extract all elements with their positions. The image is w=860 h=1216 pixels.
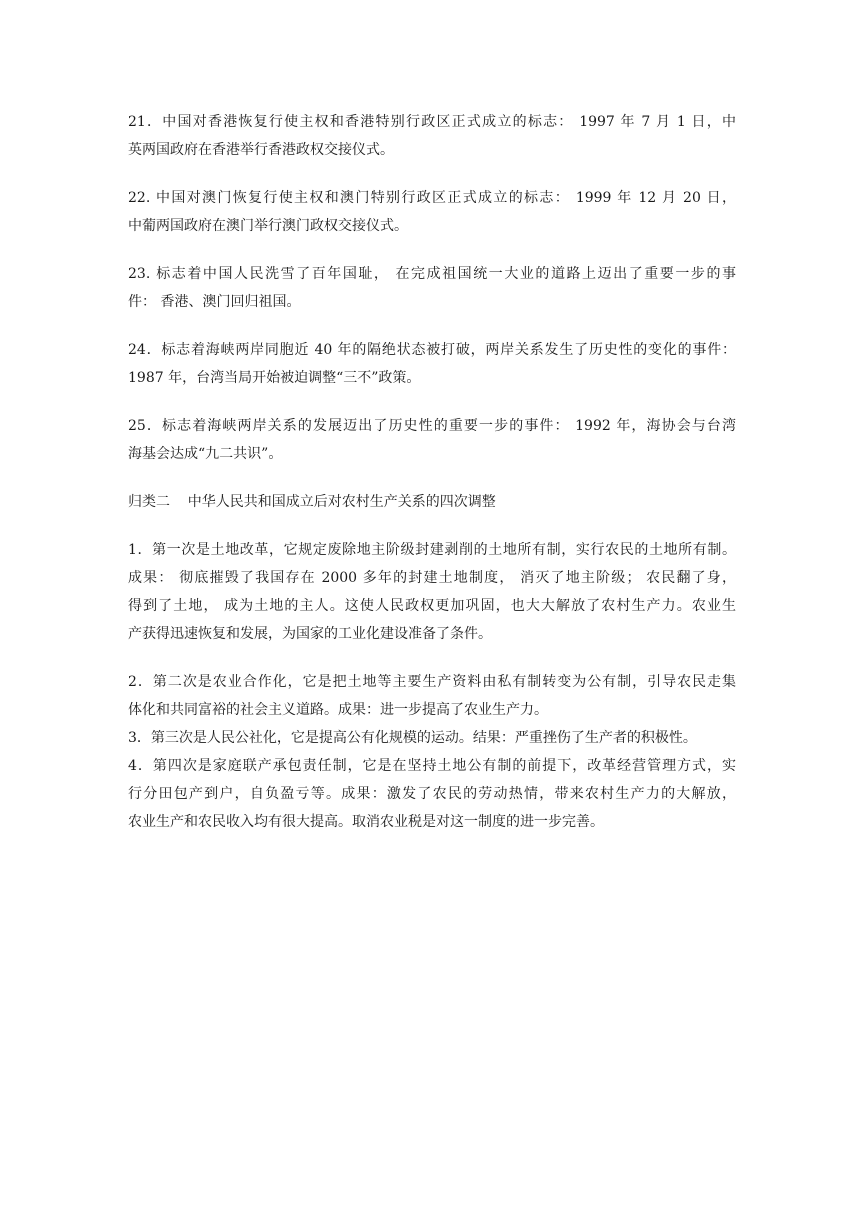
text-line: 25．标志着海峡两岸关系的发展迈出了历史性的重要一步的事件： 1992 年，海协会与台湾 (128, 418, 736, 434)
text-line: 23. 标志着中国人民洗雪了百年国耻， 在完成祖国统一大业的道路上迈出了重要一步的事 (128, 266, 736, 282)
list-item (128, 108, 736, 164)
paragraph (128, 536, 736, 648)
text-line: 22. 中国对澳门恢复行使主权和澳门特别行政区正式成立的标志： 1999 年 12 月 20 日， (128, 190, 736, 206)
text-line: 体化和共同富裕的社会主义道路。成果：进一步提高了农业生产力。 (128, 702, 548, 718)
text-line: 产获得迅速恢复和发展，为国家的工业化建设准备了条件。 (128, 626, 492, 642)
text-line: 2．第二次是农业合作化，它是把土地等主要生产资料由私有制转变为公有制，引导农民走集 (128, 674, 736, 690)
text-line: 海基会达成“九二共识”。 (128, 446, 283, 462)
text-line: 成果： 彻底摧毁了我国存在 2000 多年的封建土地制度， 消灭了地主阶级； 农民翻了身， (128, 570, 736, 586)
paragraph (128, 668, 736, 724)
list-item (128, 336, 736, 392)
text-line: 24．标志着海峡两岸同胞近 40 年的隔绝状态被打破，两岸关系发生了历史性的变化的事件： (128, 342, 736, 358)
text-line: 4．第四次是家庭联产承包责任制，它是在坚持土地公有制的前提下，改革经营管理方式，实 (128, 758, 736, 774)
text-line: 农业生产和农民收入均有很大提高。取消农业税是对这一制度的进一步完善。 (128, 814, 604, 830)
document-page (128, 108, 736, 836)
text-line: 21．中国对香港恢复行使主权和香港特别行政区正式成立的标志： 1997 年 7 月 1 日，中 (128, 114, 736, 130)
text-line: 英两国政府在香港举行香港政权交接仪式。 (128, 142, 394, 158)
paragraph (128, 752, 736, 836)
text-line: 行分田包产到户，自负盈亏等。成果：激发了农民的劳动热情，带来农村生产力的大解放， (128, 786, 736, 802)
text-line: 中葡两国政府在澳门举行澳门政权交接仪式。 (128, 218, 408, 234)
text-line: 1987 年，台湾当局开始被迫调整“三不”政策。 (128, 370, 421, 386)
list-item (128, 412, 736, 468)
text-line: 3．第三次是人民公社化，它是提高公有化规模的运动。结果：严重挫伤了生产者的积极性。 (128, 730, 697, 746)
section-heading: 归类二 中华人民共和国成立后对农村生产关系的四次调整 (128, 494, 496, 510)
text-line: 件： 香港、澳门回归祖国。 (128, 294, 301, 310)
text-line: 1．第一次是土地改革，它规定废除地主阶级封建剥削的土地所有制，实行农民的土地所有制。 (128, 542, 736, 558)
text-line: 得到了土地， 成为土地的主人。这使人民政权更加巩固，也大大解放了农村生产力。农业生 (128, 598, 736, 614)
paragraph (128, 724, 736, 752)
list-item (128, 260, 736, 316)
list-item (128, 184, 736, 240)
